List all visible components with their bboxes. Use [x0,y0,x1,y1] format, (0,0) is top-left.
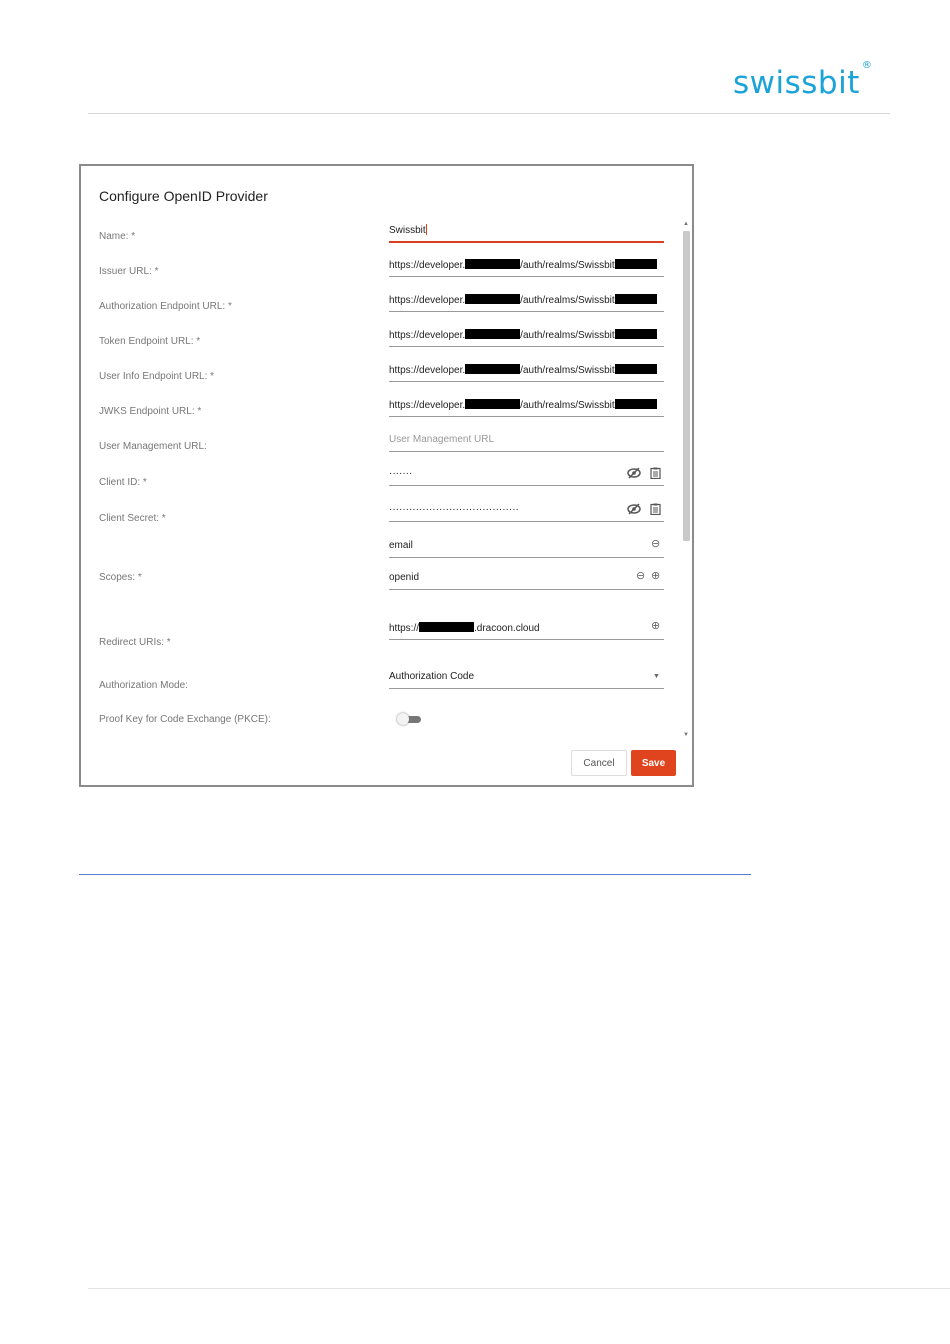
scope-field-openid[interactable] [389,569,664,590]
auth-endpoint-suffix: /auth/realms/Swissbit [520,295,615,306]
scroll-down-arrow-icon[interactable]: ▼ [683,732,689,738]
registered-mark: ® [861,59,873,71]
issuer-url-label: Issuer URL: * [99,266,159,277]
add-circle-icon[interactable]: ⊕ [651,620,661,632]
redaction-block [615,364,657,374]
jwks-endpoint-field[interactable] [389,396,664,417]
dropdown-arrow-icon: ▼ [653,673,660,680]
configure-openid-dialog [79,164,694,787]
remove-circle-icon[interactable]: ⊖ [636,570,646,582]
userinfo-endpoint-prefix: https://developer. [389,365,466,376]
visibility-off-icon[interactable] [627,467,641,482]
issuer-url-field[interactable] [389,256,664,277]
redaction-block [419,622,474,632]
name-field[interactable] [389,221,664,243]
dialog-scrollbar[interactable] [682,221,690,741]
issuer-url-suffix: /auth/realms/Swissbit [520,260,615,271]
auth-mode-value: Authorization Code [389,671,475,682]
client-secret-value: ······································· [389,504,519,515]
name-value: Swissbit [389,225,426,236]
pkce-toggle[interactable] [397,714,421,724]
token-endpoint-prefix: https://developer. [389,330,466,341]
swissbit-logo [733,59,873,101]
pkce-label: Proof Key for Code Exchange (PKCE): [99,714,271,725]
blue-rule [79,874,751,875]
add-circle-icon[interactable]: ⊕ [651,570,661,582]
redirect-uris-label: Redirect URIs: * [99,637,171,648]
auth-endpoint-label: Authorization Endpoint URL: * [99,301,232,312]
redirect-uri-suffix: .dracoon.cloud [474,623,540,634]
auth-mode-select[interactable] [389,668,664,689]
remove-circle-icon[interactable]: ⊖ [651,538,661,550]
redaction-block [465,329,520,339]
auth-endpoint-field[interactable] [389,291,664,312]
redaction-block [465,399,520,409]
redaction-block [615,259,657,269]
redaction-block [465,364,520,374]
client-id-field[interactable] [389,465,664,486]
name-label: Name: * [99,231,136,242]
user-mgmt-url-field[interactable] [389,431,664,452]
auth-endpoint-prefix: https://developer. [389,295,466,306]
visibility-off-icon[interactable] [627,503,641,518]
token-endpoint-label: Token Endpoint URL: * [99,336,201,347]
client-id-label: Client ID: * [99,477,147,488]
redaction-block [615,399,657,409]
userinfo-endpoint-field[interactable] [389,361,664,382]
scopes-label: Scopes: * [99,572,142,583]
logo-text: swissbit [733,65,860,101]
redaction-block [465,259,520,269]
toggle-knob [397,713,409,725]
redirect-uri-prefix: https:// [389,623,420,634]
dialog-title: Configure OpenID Provider [99,188,268,204]
scope-value: email [389,540,413,551]
text-cursor [426,224,427,235]
user-mgmt-url-placeholder: User Management URL [389,434,495,445]
header-divider [88,113,890,114]
scrollbar-thumb[interactable] [683,231,690,541]
token-endpoint-suffix: /auth/realms/Swissbit [520,330,615,341]
scroll-up-arrow-icon[interactable]: ▲ [683,221,689,227]
jwks-endpoint-label: JWKS Endpoint URL: * [99,406,202,417]
auth-mode-label: Authorization Mode: [99,680,188,691]
cancel-button[interactable]: Cancel [571,750,627,776]
issuer-url-prefix: https://developer. [389,260,466,271]
client-secret-label: Client Secret: * [99,513,166,524]
save-button[interactable]: Save [631,750,676,776]
token-endpoint-field[interactable] [389,326,664,347]
client-id-value: ······· [389,468,413,479]
jwks-endpoint-suffix: /auth/realms/Swissbit [520,400,615,411]
scope-field-email[interactable] [389,537,664,558]
redaction-block [465,294,520,304]
clipboard-icon[interactable] [650,503,661,518]
redirect-uri-field[interactable] [389,619,664,640]
redaction-block [615,329,657,339]
scope-value: openid [389,572,420,583]
user-mgmt-url-label: User Management URL: [99,441,207,452]
userinfo-endpoint-suffix: /auth/realms/Swissbit [520,365,615,376]
footer-divider [88,1288,950,1289]
userinfo-endpoint-label: User Info Endpoint URL: * [99,371,215,382]
client-secret-field[interactable] [389,501,664,522]
clipboard-icon[interactable] [650,467,661,482]
redaction-block [615,294,657,304]
jwks-endpoint-prefix: https://developer. [389,400,466,411]
